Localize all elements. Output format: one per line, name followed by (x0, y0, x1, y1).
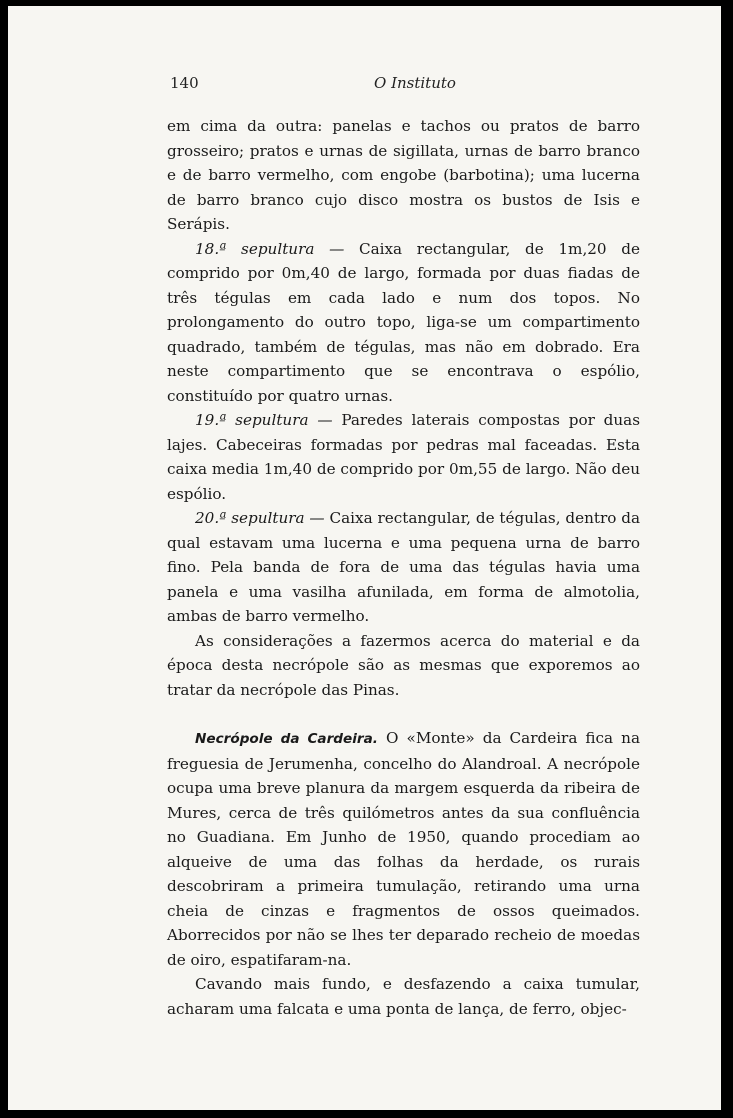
burial-20-text: Caixa rectangular, de tégulas, dentro da qual estavam uma lucerna e uma pequena urna de barro fino. Pela banda de fora de uma das tégulas havia uma panela e uma vasilha afunilada, em forma de almotolia, ambas de barro vermelho. (167, 509, 641, 625)
paragraph-cavando: Cavando mais fundo, e desfazendo a caixa tumular, acharam uma falcata e uma ponta de lança, de ferro, objec- (167, 975, 640, 1018)
paragraph-burial-20 (167, 506, 640, 629)
cardeira-text: O «Monte» da Cardeira fica na freguesia de Jerumenha, concelho do Alandroal. A necrópole ocupa uma breve planura da margem esquerda da ribeira de Mures, cerca de três quilómetros antes da sua confluência no Guadiana. Em Junho de 1950, quando procediam ao alqueive de uma das folhas da herdade, os rurais descobriram a primeira tumulação, retirando uma urna cheia de cinzas e fragmentos de ossos queimados. Aborrecidos por não se lhes ter deparado recheio de moedas de oiro, espatifaram-na. (167, 729, 640, 969)
burial-18-text: Caixa rectangular, de 1m,20 de comprido por 0m,40 de largo, formada por duas fiadas de três tégulas em cada lado e num dos topos. No prolongamento do outro topo, liga-se um compartimento quadrado, também de tégulas, mas não em dobrado. Era neste compartimento que se encontrava o espólio, constituído por quatro urnas. (167, 239, 640, 405)
paragraph-sigillata: em cima da outra: panelas e tachos ou pratos de barro grosseiro; pratos e urnas de sigillata, urnas de barro branco e de barro vermelho, com engobe (barbotina); uma lucerna de barro branco cujo disco mostra os bustos de Isis e Serápis. (167, 117, 640, 233)
paragraph-cardeira (167, 726, 640, 972)
paragraph-burial-19 (167, 408, 640, 506)
paragraph-considerations: As considerações a fazermos acerca do material e da época desta necrópole são as mesmas que exporemos ao tratar da necrópole das Pinas. (167, 631, 640, 699)
section-break (167, 702, 640, 726)
running-title: O Instituto (374, 74, 456, 92)
burial-19-label: 19.ª sepultura — (195, 411, 333, 429)
burial-18-label: 18.ª sepultura — (195, 239, 345, 258)
burial-19-text: Paredes laterais compostas por duas lajes. Cabeceiras formadas por pedras mal faceadas. Esta caixa media 1m,40 de comprido por 0m,55 de largo. Não deu espólio. (167, 411, 641, 503)
page-number: 140 (170, 74, 199, 92)
body-text (167, 114, 640, 1021)
burial-20-label: 20.ª sepultura — (195, 509, 325, 527)
page-header (170, 74, 648, 98)
section-heading-cardeira: Necrópole da Cardeira. (195, 731, 378, 747)
paragraph-burial-18 (167, 237, 640, 409)
